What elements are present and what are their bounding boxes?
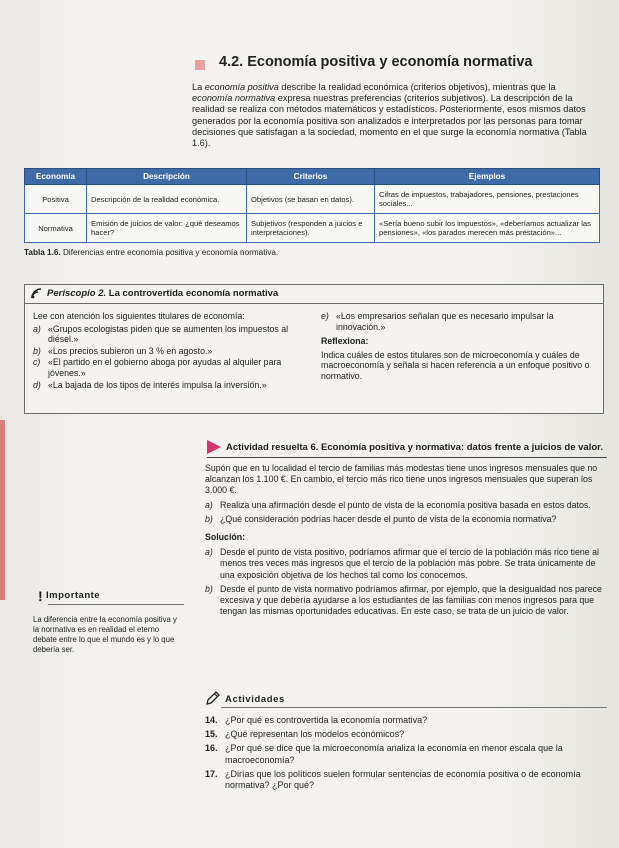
- list-item: [33, 324, 318, 345]
- intro-term-normativa: economía normativa: [192, 93, 276, 104]
- section-number: 4.2.: [219, 54, 244, 70]
- item-letter: e): [321, 311, 329, 321]
- item-letter: d): [33, 379, 41, 390]
- intro-text: describe la realidad económica (criterios objetivos), mientras que la: [278, 82, 556, 92]
- item-text: Desde el punto de vista normativo podríamos afirmar, por ejemplo, que la desigualdad nos parece excesiva y que debería ayudarse a los estudiantes de las familias con menos ingresos para que tengan las mismas oportunidades educativas. En este caso, se trata de un juicio de valor.: [220, 583, 602, 617]
- periscopio-box: [24, 284, 604, 414]
- actividades-box: [205, 690, 609, 810]
- page-edge-mark: [0, 420, 5, 600]
- solution-title: Solución:: [205, 532, 246, 543]
- table-cell: Emisión de juicios de valor: ¿qué deseamos hacer?: [87, 214, 247, 243]
- periscopio-title: [47, 288, 278, 299]
- intro-paragraph: [192, 82, 597, 149]
- divider: [48, 604, 184, 605]
- item-text: Desde el punto de vista positivo, podríamos afirmar que el tercio de la población más rico tiene al menos tres veces más ingresos que el tercio de la población más pobre. Se trata únicamente de una exposición objetiva de los hechos tal como los conocemos.: [220, 547, 599, 580]
- table-cell: Normativa: [25, 214, 87, 243]
- item-text: «Los precios subieron un 3 % en agosto.»: [48, 345, 213, 356]
- list-item: [205, 584, 605, 618]
- divider: [221, 707, 607, 708]
- question-number: 14.: [205, 715, 218, 725]
- list-item: [205, 547, 605, 581]
- item-letter: a): [33, 323, 41, 334]
- intro-text: La: [192, 82, 205, 92]
- item-text: «Los empresarios señalan que es necesario impulsar la innovación.»: [336, 311, 554, 332]
- table-header: Economía: [25, 169, 87, 185]
- table-cell: Objetivos (se basan en datos).: [247, 185, 375, 214]
- list-item: [205, 500, 605, 511]
- table-caption: [24, 248, 278, 257]
- item-text: «El partido en el gobierno aboga por ayudas al alquiler para jóvenes.»: [48, 357, 282, 378]
- list-item: [205, 514, 605, 525]
- list-item: [205, 743, 609, 765]
- table-header-row: [25, 169, 600, 185]
- section-title-text: Economía positiva y economía normativa: [247, 54, 533, 70]
- exclamation-icon: !: [38, 588, 43, 604]
- question-number: 16.: [205, 743, 218, 754]
- comparison-table: [24, 168, 600, 243]
- importante-title: Importante: [46, 590, 101, 601]
- table-cell: «Sería bueno subir los impuestos», «deberíamos actualizar las pensiones», «los parados merecen más prestación»...: [375, 214, 600, 243]
- list-item: [205, 729, 609, 740]
- table-cell: Positiva: [25, 185, 87, 214]
- divider: [207, 457, 607, 458]
- table-cell: Subjetivos (responden a juicios e interpretaciones).: [247, 214, 375, 243]
- actividades-title: Actividades: [225, 694, 285, 705]
- reflexiona-text: Indica cuáles de estos titulares son de microeconomía y cuáles de macroeconomía y señala si hacen referencia a un enfoque positivo o normativo.: [321, 349, 590, 381]
- list-item: [33, 346, 318, 357]
- list-item: [205, 715, 609, 726]
- periscopio-right-column: [321, 311, 597, 382]
- table-cell: Descripción de la realidad económica.: [87, 185, 247, 214]
- table-header: Criterios: [247, 169, 375, 185]
- table-row: [25, 185, 600, 214]
- intro-text: expresa nuestras preferencias (criterios subjetivos). La descripción de la realidad se realiza con métodos matemáticos y estadísticos. Posteriormente, esos mismos datos generados por la economía positiva son analizados e interpretados por las personas para tomar decisiones que satisfagan a la sociedad, momento en el que surge la economía normativa (Tabla 1.6).: [192, 93, 587, 149]
- periscopio-header: [25, 285, 603, 304]
- triangle-play-icon: [207, 440, 221, 454]
- table-header: Ejemplos: [375, 169, 600, 185]
- table-caption-text: Diferencias entre economía positiva y economía normativa.: [63, 248, 279, 257]
- item-text: Realiza una afirmación desde el punto de vista de la economía positiva basada en estos datos.: [220, 499, 591, 510]
- periscopio-label: Periscopio 2.: [47, 288, 107, 299]
- list-item: [33, 380, 318, 391]
- section-title: [219, 54, 532, 70]
- importante-text: La diferencia entre la economía positiva y la normativa es en realidad el eterno debate entre lo que el mundo es y lo que debería ser.: [33, 615, 177, 654]
- intro-term-positiva: economía positiva: [204, 82, 279, 92]
- table-header: Descripción: [87, 169, 247, 185]
- item-letter: b): [33, 345, 41, 356]
- list-item: [33, 357, 318, 378]
- table-caption-label: Tabla 1.6.: [24, 248, 61, 257]
- list-item: [321, 311, 597, 332]
- item-text: «Grupos ecologistas piden que se aumenten los impuestos al diésel.»: [48, 323, 289, 345]
- item-letter: a): [205, 547, 213, 558]
- section-square-icon: [195, 60, 205, 70]
- item-letter: c): [33, 357, 41, 368]
- table-row: [25, 214, 600, 243]
- item-letter: a): [205, 499, 213, 510]
- reflexiona-title: Reflexiona:: [321, 336, 369, 347]
- item-text: ¿Qué consideración podrías hacer desde el punto de vista de la economía normativa?: [220, 513, 557, 524]
- question-number: 15.: [205, 729, 218, 740]
- actividad-resuelta-body: [205, 463, 605, 620]
- actividad-statement: Supón que en tu localidad el tercio de familias más modestas tiene unos ingresos mensuales que no alcanzan los 1.100 €. En cambio, el tercio más rico tiene unos ingresos mensuales que superan los 3.000 €.: [205, 463, 598, 496]
- item-letter: b): [205, 583, 213, 594]
- actividad-resuelta-title: Actividad resuelta 6. Economía positiva y normativa: datos frente a juicios de valor.: [226, 442, 603, 453]
- question-text: ¿Por qué es controvertida la economía normativa?: [225, 715, 428, 725]
- periscopio-left-column: [33, 311, 318, 391]
- pencil-icon: [205, 690, 221, 709]
- wifi-signal-icon: [31, 288, 43, 302]
- actividades-list: [205, 715, 609, 794]
- periscopio-lead: Lee con atención los siguientes titulares de economía:: [33, 311, 245, 321]
- question-text: ¿Por qué se dice que la microeconomía analiza la economía en menor escala que la macroeconomía?: [225, 743, 563, 765]
- item-text: «La bajada de los tipos de interés impulsa la inversión.»: [48, 379, 267, 390]
- question-number: 17.: [205, 768, 218, 779]
- list-item: [205, 769, 609, 791]
- table-cell: Cifras de impuestos, trabajadores, pensiones, prestaciones sociales...: [375, 185, 600, 214]
- question-text: ¿Dirías que los políticos suelen formular sentencias de economía positiva o de economía normativa? ¿Por qué?: [225, 768, 581, 791]
- item-letter: b): [205, 513, 213, 524]
- periscopio-title-text: La controvertida economía normativa: [108, 288, 279, 299]
- question-text: ¿Qué representan los modelos económicos?: [225, 729, 405, 740]
